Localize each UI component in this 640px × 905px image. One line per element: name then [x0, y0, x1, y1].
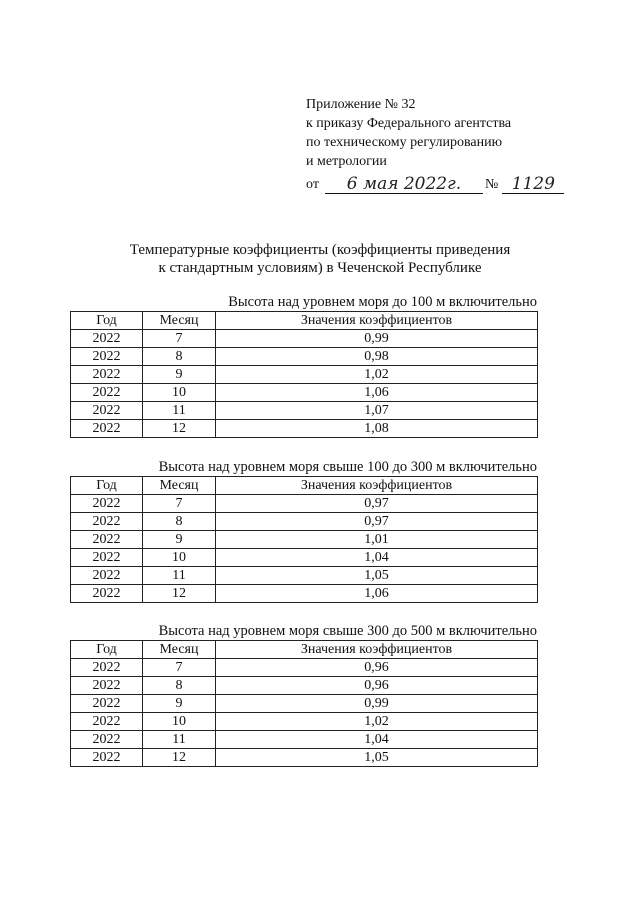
table-section-3	[70, 623, 537, 767]
month-cell: 8	[143, 513, 216, 531]
month-cell: 11	[143, 731, 216, 749]
year-cell: 2022	[71, 513, 143, 531]
table-row	[71, 384, 538, 402]
year-cell: 2022	[71, 713, 143, 731]
agency-line-2: и метрологии	[306, 154, 387, 169]
year-cell: 2022	[71, 420, 143, 438]
year-cell: 2022	[71, 549, 143, 567]
year-cell: 2022	[71, 384, 143, 402]
table-row	[71, 677, 538, 695]
table-row	[71, 749, 538, 767]
month-cell: 9	[143, 531, 216, 549]
table-header-row	[71, 477, 538, 495]
table-caption: Высота над уровнем моря свыше 300 до 500 м включительно	[158, 623, 537, 639]
handwritten-order-number: 1129	[502, 176, 564, 194]
table-row	[71, 731, 538, 749]
month-cell: 8	[143, 348, 216, 366]
month-cell: 12	[143, 749, 216, 767]
year-cell: 2022	[71, 402, 143, 420]
value-cell: 0,96	[216, 659, 538, 677]
year-header: Год	[71, 477, 143, 495]
month-cell: 12	[143, 420, 216, 438]
order-date-line	[306, 175, 564, 194]
year-cell: 2022	[71, 695, 143, 713]
year-cell: 2022	[71, 495, 143, 513]
order-reference: к приказу Федерального агентства	[306, 116, 512, 131]
table-row	[71, 585, 538, 603]
month-cell: 7	[143, 330, 216, 348]
month-cell: 10	[143, 549, 216, 567]
value-header: Значения коэффициентов	[216, 477, 538, 495]
year-cell: 2022	[71, 348, 143, 366]
table-row	[71, 330, 538, 348]
table-row	[71, 366, 538, 384]
month-cell: 10	[143, 713, 216, 731]
year-cell: 2022	[71, 677, 143, 695]
appendix-header	[306, 95, 564, 194]
title-line-1: Температурные коэффициенты (коэффициенты приведения	[129, 242, 511, 258]
table-section-2	[70, 459, 537, 603]
value-cell: 1,04	[216, 731, 538, 749]
month-cell: 9	[143, 366, 216, 384]
value-cell: 1,06	[216, 585, 538, 603]
year-header: Год	[71, 641, 143, 659]
table-row	[71, 402, 538, 420]
appendix-number: Приложение № 32	[306, 97, 416, 112]
table-row	[71, 531, 538, 549]
value-cell: 1,02	[216, 713, 538, 731]
table-row	[71, 495, 538, 513]
title-line-2: к стандартным условиям) в Чеченской Республике	[158, 260, 482, 276]
value-cell: 0,96	[216, 677, 538, 695]
month-cell: 11	[143, 567, 216, 585]
value-cell: 1,02	[216, 366, 538, 384]
value-cell: 0,99	[216, 695, 538, 713]
year-cell: 2022	[71, 366, 143, 384]
value-cell: 1,07	[216, 402, 538, 420]
value-cell: 1,08	[216, 420, 538, 438]
year-cell: 2022	[71, 659, 143, 677]
number-label: №	[484, 177, 499, 192]
value-cell: 0,99	[216, 330, 538, 348]
value-cell: 1,01	[216, 531, 538, 549]
value-cell: 1,04	[216, 549, 538, 567]
table-section-1	[70, 294, 537, 438]
table-caption: Высота над уровнем моря свыше 100 до 300 м включительно	[158, 459, 537, 475]
agency-line: по техническому регулированию	[306, 135, 503, 150]
month-cell: 10	[143, 384, 216, 402]
value-cell: 1,05	[216, 567, 538, 585]
year-cell: 2022	[71, 731, 143, 749]
month-header: Месяц	[143, 312, 216, 330]
month-cell: 7	[143, 659, 216, 677]
value-cell: 0,97	[216, 513, 538, 531]
month-cell: 8	[143, 677, 216, 695]
value-header: Значения коэффициентов	[216, 312, 538, 330]
coefficients-table	[70, 640, 538, 767]
coefficients-table	[70, 311, 538, 438]
year-cell: 2022	[71, 330, 143, 348]
year-cell: 2022	[71, 531, 143, 549]
value-cell: 1,05	[216, 749, 538, 767]
table-row	[71, 348, 538, 366]
year-cell: 2022	[71, 567, 143, 585]
month-cell: 7	[143, 495, 216, 513]
coefficients-table	[70, 476, 538, 603]
month-cell: 11	[143, 402, 216, 420]
table-header-row	[71, 312, 538, 330]
handwritten-date: 6 мая 2022г.	[325, 176, 483, 194]
year-cell: 2022	[71, 585, 143, 603]
from-label: от	[306, 177, 319, 192]
month-cell: 9	[143, 695, 216, 713]
value-header: Значения коэффициентов	[216, 641, 538, 659]
month-cell: 12	[143, 585, 216, 603]
month-header: Месяц	[143, 641, 216, 659]
table-row	[71, 659, 538, 677]
document-title	[0, 241, 640, 277]
table-row	[71, 549, 538, 567]
value-cell: 1,06	[216, 384, 538, 402]
value-cell: 0,97	[216, 495, 538, 513]
month-header: Месяц	[143, 477, 216, 495]
year-cell: 2022	[71, 749, 143, 767]
table-row	[71, 695, 538, 713]
table-header-row	[71, 641, 538, 659]
table-row	[71, 420, 538, 438]
year-header: Год	[71, 312, 143, 330]
value-cell: 0,98	[216, 348, 538, 366]
table-row	[71, 713, 538, 731]
table-row	[71, 567, 538, 585]
table-row	[71, 513, 538, 531]
table-caption: Высота над уровнем моря до 100 м включительно	[228, 294, 537, 310]
